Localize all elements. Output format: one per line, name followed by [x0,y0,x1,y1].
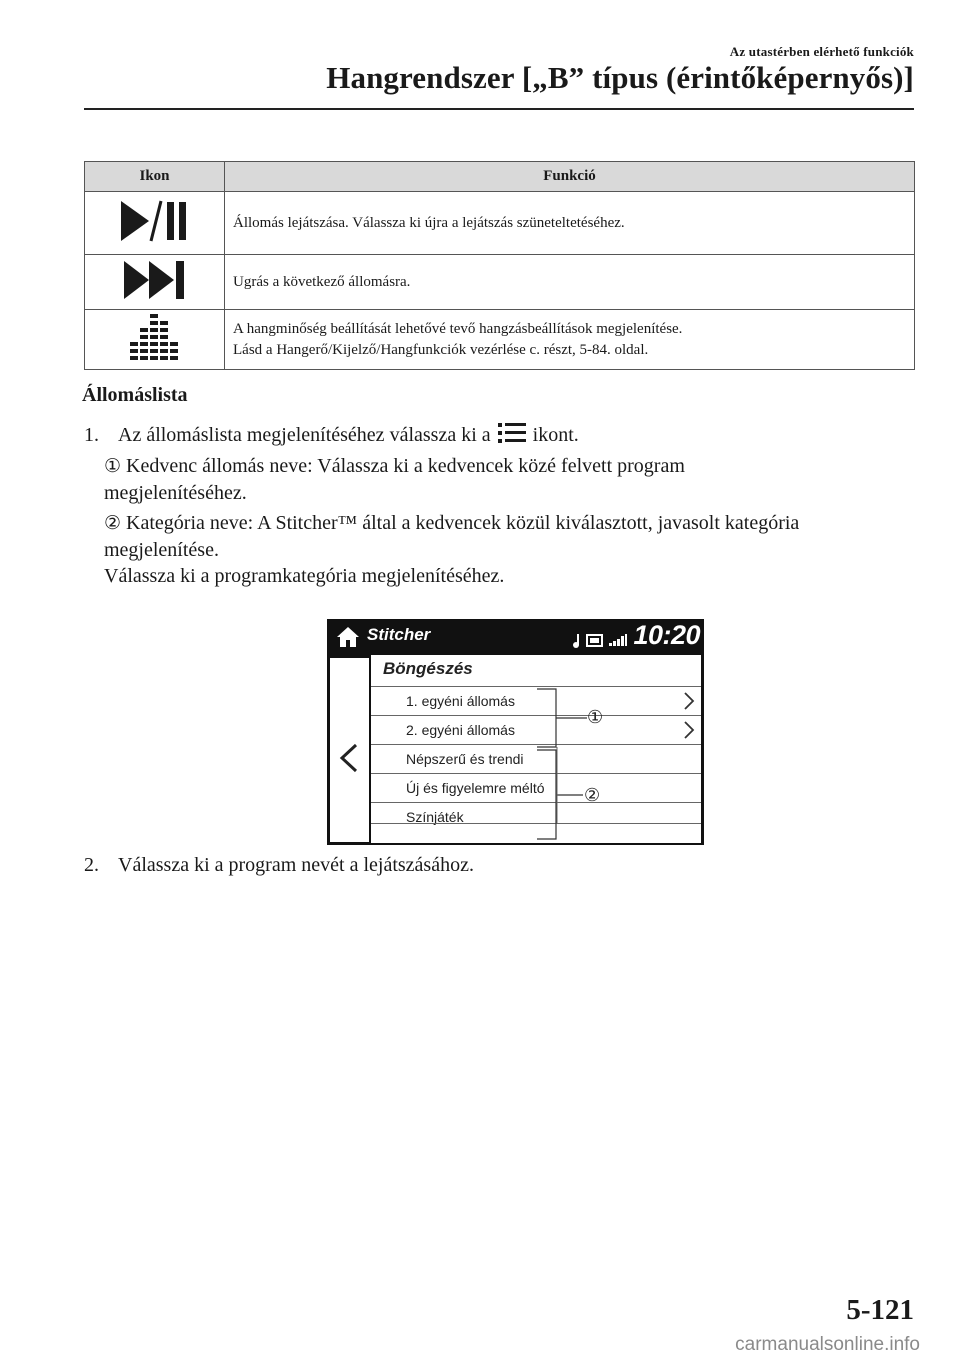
note-2-text: Kategória neve: A Stitcher™ által a kedvencek közül kiválasztott, javasolt kategória [126,512,800,534]
list-icon [498,422,526,444]
table-row [85,192,915,255]
list-item-label: Új és figyelemre méltó [406,780,545,796]
list-item-label: 2. egyéni állomás [406,722,515,738]
chevron-right-icon [685,693,693,709]
row-description: Állomás lejátszása. Válassza ki újra a lejátszás szüneteltetéséhez. [233,214,625,231]
callout-marker-2: ② [104,513,122,534]
list-item-label: Színjáték [406,809,464,825]
step-1-text-after: ikont. [532,424,579,446]
play-pause-icon [117,199,193,243]
phone-status-icon [586,634,604,647]
home-icon[interactable] [336,626,360,648]
icon-function-table [84,161,915,370]
row-description: Ugrás a következő állomásra. [233,273,411,290]
title-rule [84,108,914,110]
row-description: A hangminőség beállítását lehetővé tevő hangzásbeállítások megjelenítése. [233,320,683,337]
screen-app-name: Stitcher [367,625,431,644]
signal-strength-icon [608,633,628,647]
screen-status-bar [327,619,704,655]
page-title: Hangrendszer [„B” típus (érintőképernyős)] [326,60,914,95]
header-icon-column: Ikon [85,162,225,192]
header-function-column: Funkció [225,162,915,192]
callout-brackets [371,655,701,843]
step-2-number: 2. [84,854,99,876]
note-2-line-2: megjelenítése. [104,539,219,561]
note-1-line-1 [104,453,685,480]
screen-clock: 10:20 [633,620,700,650]
chevron-right-icon [685,722,693,738]
note-1-text: Kedvenc állomás neve: Válassza ki a kedvencek közé felvett program [126,455,685,477]
callout-2-label: ② [584,785,601,806]
back-button[interactable] [330,658,369,842]
list-item-label: Népszerű és trendi [406,751,524,767]
page-number: 5-121 [846,1294,914,1326]
row-description: Lásd a Hangerő/Kijelző/Hangfunkciók vezérlése c. részt, 5-84. oldal. [233,341,649,358]
table-header-row [85,162,915,192]
note-1-line-2: megjelenítéséhez. [104,482,247,504]
step-1-text-before: Az állomáslista megjelenítéséhez válassza ki a [118,424,491,446]
music-note-icon [571,633,581,649]
screen-heading: Böngészés [383,659,473,678]
callout-marker-1: ① [104,456,122,477]
section-name: Az utastérben elérhető funkciók [729,44,914,59]
note-2-line-1 [104,510,799,537]
callout-1-label: ① [587,707,604,728]
table-row [85,310,915,370]
table-row [85,255,915,310]
back-arrow-icon [339,743,359,773]
skip-next-icon [122,259,188,301]
screen-content [371,655,701,843]
equalizer-icon [127,312,183,362]
step-2-text: Válassza ki a program nevét a lejátszásához. [118,854,474,876]
stitcher-screen [327,619,704,845]
subheading-station-list: Állomáslista [82,384,188,406]
step-1-text [118,422,579,449]
watermark: carmanualsonline.info [735,1334,920,1355]
note-2-line-3: Válassza ki a programkategória megjelenítéséhez. [104,565,505,587]
list-item-label: 1. egyéni állomás [406,693,515,709]
step-1-number: 1. [84,424,99,446]
